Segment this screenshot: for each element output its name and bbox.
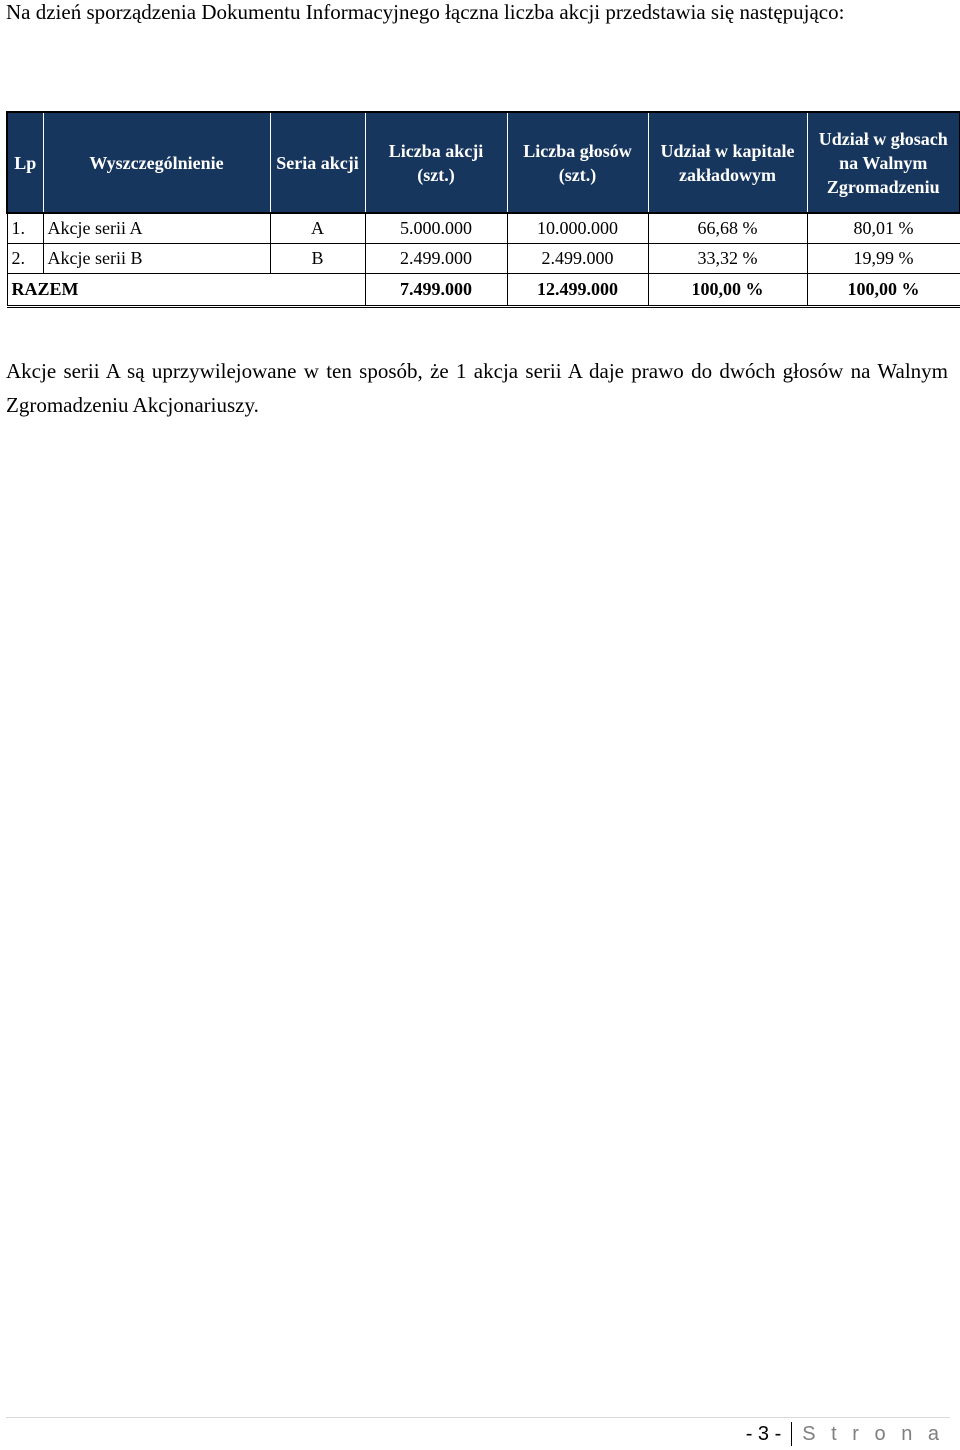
- cell-votes: 2.499.000: [507, 244, 648, 274]
- table-header-row: [7, 112, 960, 213]
- header-votes: Liczba głosów (szt.): [507, 112, 648, 213]
- note-paragraph: Akcje serii A są uprzywilejowane w ten sposób, że 1 akcja serii A daje prawo do dwóch głosów na Walnym Zgromadzeniu Akcjonariuszy.: [6, 359, 948, 417]
- cell-capital-share: 66,68 %: [648, 213, 807, 244]
- cell-shares: 2.499.000: [365, 244, 507, 274]
- table-total-row: [7, 274, 960, 307]
- header-capital-share: Udział w kapitale zakładowym: [648, 112, 807, 213]
- cell-vote-share: 80,01 %: [807, 213, 960, 244]
- intro-paragraph: Na dzień sporządzenia Dokumentu Informacyjnego łączna liczba akcji przedstawia się następująco:: [6, 0, 845, 24]
- share-structure-table: [6, 111, 960, 308]
- page-footer: [746, 1420, 944, 1448]
- header-series: Seria akcji: [270, 112, 365, 213]
- table-row: [7, 244, 960, 274]
- cell-votes: 10.000.000: [507, 213, 648, 244]
- header-item: Wyszczególnienie: [43, 112, 270, 213]
- cell-item: Akcje serii A: [43, 213, 270, 244]
- cell-lp: 1.: [7, 213, 43, 244]
- cell-vote-share: 19,99 %: [807, 244, 960, 274]
- total-shares: 7.499.000: [365, 274, 507, 307]
- cell-series: A: [270, 213, 365, 244]
- page-number: - 3 -: [745, 1422, 782, 1445]
- table-row: [7, 213, 960, 244]
- total-votes: 12.499.000: [507, 274, 648, 307]
- cell-capital-share: 33,32 %: [648, 244, 807, 274]
- footer-divider: [6, 1417, 950, 1418]
- total-capital-share: 100,00 %: [648, 274, 807, 307]
- cell-shares: 5.000.000: [365, 213, 507, 244]
- total-vote-share: 100,00 %: [807, 274, 960, 307]
- header-vote-share: Udział w głosach na Walnym Zgromadzeniu: [807, 112, 960, 213]
- total-label: RAZEM: [7, 274, 365, 307]
- page-label: S t r o n a: [802, 1422, 944, 1445]
- cell-item: Akcje serii B: [43, 244, 270, 274]
- cell-series: B: [270, 244, 365, 274]
- header-lp: Lp: [7, 112, 43, 213]
- header-shares: Liczba akcji (szt.): [365, 112, 507, 213]
- cell-lp: 2.: [7, 244, 43, 274]
- footer-separator: [791, 1422, 792, 1446]
